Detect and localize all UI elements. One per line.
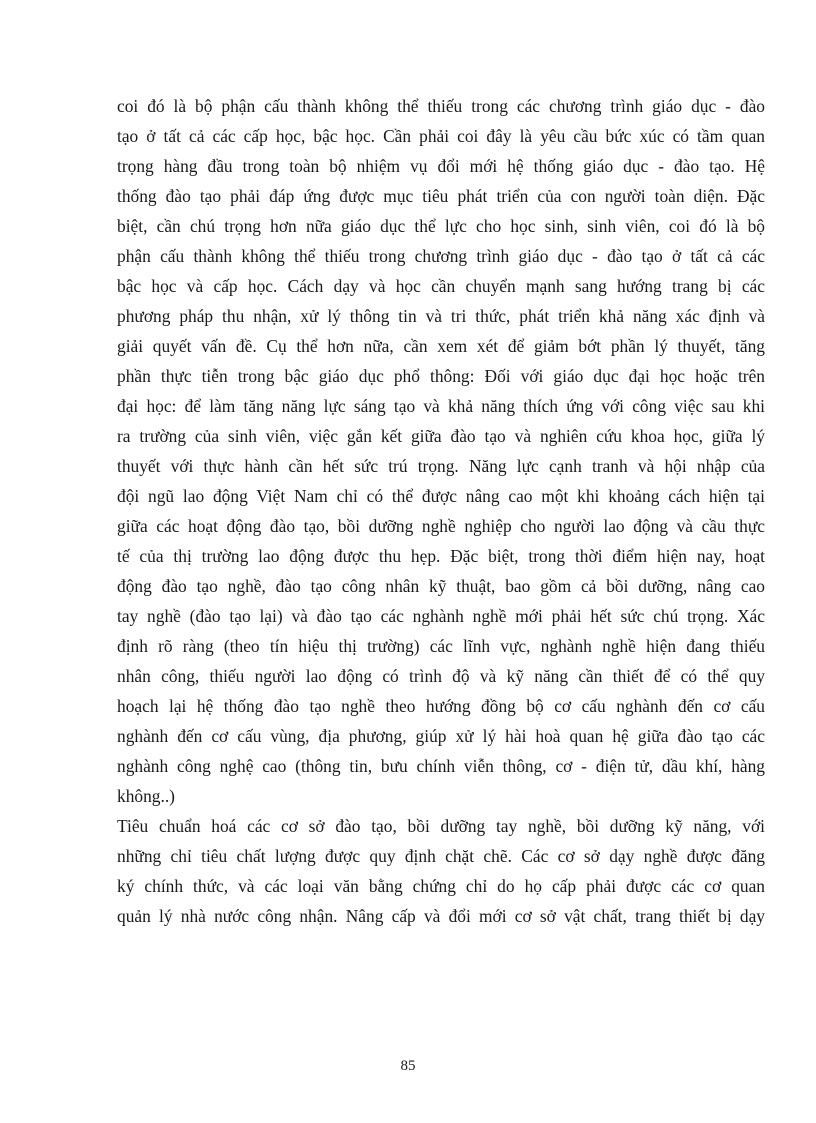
text-line-24: không..) xyxy=(117,786,175,806)
text-line-13: thuyết với thực hành cần hết sức trú trọng. Năng lực cạnh tranh và hội nhập của xyxy=(117,456,765,476)
text-line-27: ký chính thức, và các loại văn bằng chứng chỉ do họ cấp phải được các cơ quan xyxy=(117,876,765,896)
text-line-10: phần thực tiễn trong bậc giáo dục phổ thông: Đối với giáo dục đại học hoặc trên xyxy=(117,366,765,386)
text-line-4: thống đào tạo phải đáp ứng được mục tiêu phát triển của con người toàn diện. Đặc xyxy=(117,186,765,206)
text-line-15: giữa các hoạt động đào tạo, bồi dưỡng nghề nghiệp cho người lao động và cầu thực xyxy=(117,516,765,536)
text-line-25: Tiêu chuẩn hoá các cơ sở đào tạo, bồi dưỡng tay nghề, bồi dưỡng kỹ năng, với xyxy=(117,816,765,836)
text-line-8: phương pháp thu nhận, xử lý thông tin và tri thức, phát triển khả năng xác định và xyxy=(117,306,765,326)
text-line-14: đội ngũ lao động Việt Nam chỉ có thể được nâng cao một khi khoảng cách hiện tại xyxy=(117,486,765,506)
text-line-11: đại học: để làm tăng năng lực sáng tạo và khả năng thích ứng với công việc sau khi xyxy=(117,396,765,416)
text-line-20: nhân công, thiếu người lao động có trình độ và kỹ năng cần thiết để có thể quy xyxy=(117,666,765,686)
text-line-16: tế của thị trường lao động được thu hẹp. Đặc biệt, trong thời điểm hiện nay, hoạt xyxy=(117,546,765,566)
text-line-12: ra trường của sinh viên, việc gắn kết giữa đào tạo và nghiên cứu khoa học, giữa lý xyxy=(117,426,765,446)
text-line-9: giải quyết vấn đề. Cụ thể hơn nữa, cần xem xét để giảm bớt phần lý thuyết, tăng xyxy=(117,336,765,356)
text-line-22: nghành đến cơ cấu vùng, địa phương, giúp xử lý hài hoà quan hệ giữa đào tạo các xyxy=(117,726,765,746)
text-line-26: những chỉ tiêu chất lượng được quy định chặt chẽ. Các cơ sở dạy nghề được đăng xyxy=(117,846,765,866)
text-line-17: động đào tạo nghề, đào tạo công nhân kỹ thuật, bao gồm cả bồi dưỡng, nâng cao xyxy=(117,576,765,596)
text-line-18: tay nghề (đào tạo lại) và đào tạo các nghành nghề mới phải hết sức chú trọng. Xác xyxy=(117,606,765,626)
page-number: 85 xyxy=(400,1058,416,1074)
text-line-2: tạo ở tất cả các cấp học, bậc học. Cần phải coi đây là yêu cầu bức xúc có tầm quan xyxy=(117,126,765,146)
text-line-28: quản lý nhà nước công nhận. Nâng cấp và đổi mới cơ sở vật chất, trang thiết bị dạy xyxy=(117,906,765,926)
body-text xyxy=(117,91,765,931)
text-line-6: phận cấu thành không thể thiếu trong chương trình giáo dục - đào tạo ở tất cả các xyxy=(117,246,765,266)
text-line-3: trọng hàng đầu trong toàn bộ nhiệm vụ đổi mới hệ thống giáo dục - đào tạo. Hệ xyxy=(117,156,765,176)
text-line-5: biệt, cần chú trọng hơn nữa giáo dục thể lực cho học sinh, sinh viên, coi đó là bộ xyxy=(117,216,765,236)
text-line-23: nghành công nghệ cao (thông tin, bưu chính viễn thông, cơ - điện tử, dầu khí, hàng xyxy=(117,756,765,776)
text-line-21: hoạch lại hệ thống đào tạo nghề theo hướng đồng bộ cơ cấu nghành đến cơ cấu xyxy=(117,696,765,716)
text-line-1: coi đó là bộ phận cấu thành không thể thiếu trong các chương trình giáo dục - đào xyxy=(117,96,765,116)
text-line-7: bậc học và cấp học. Cách dạy và học cần chuyển mạnh sang hướng trang bị các xyxy=(117,276,765,296)
text-line-19: định rõ ràng (theo tín hiệu thị trường) các lĩnh vực, nghành nghề hiện đang thiếu xyxy=(117,636,765,656)
